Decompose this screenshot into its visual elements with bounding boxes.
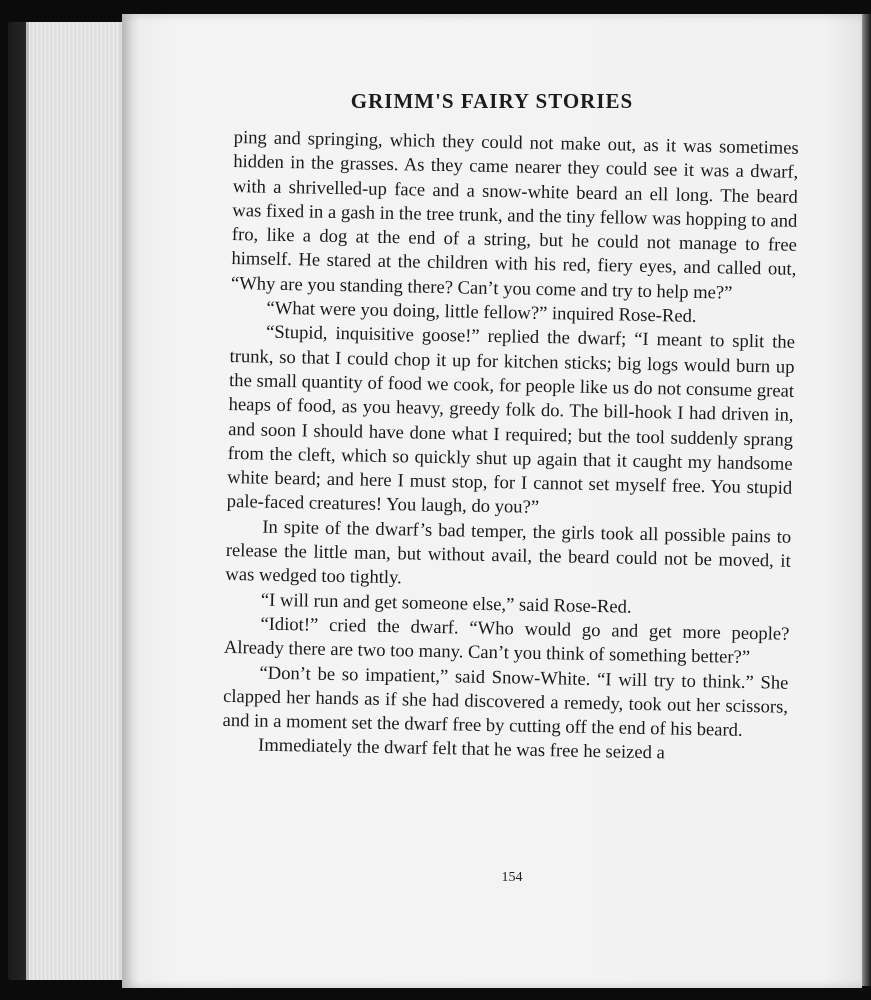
paragraph: “Idiot!” cried the dwarf. “Who would go and get more people? Already there are two too many. Can’t you think of something better?”: [223, 613, 790, 669]
page-number: 154: [501, 870, 523, 885]
paragraph: Immediately the dwarf felt that he was free he seized a: [257, 735, 666, 764]
page-edges: [26, 22, 129, 980]
paragraph: “Don’t be so impatient,” said Snow-White. “I will try to think.” She clapped her hands as if she had discovered a remedy, took out her scissors, and in a moment set the dwarf free by cutting off the end of his beard.: [222, 662, 789, 741]
body-text: [222, 126, 799, 768]
running-head: GRIMM'S FAIRY STORIES: [350, 89, 634, 113]
paragraph: “What were you doing, little fellow?” inquired Rose-Red.: [266, 297, 697, 327]
book-page: [122, 14, 862, 988]
paragraph: In spite of the dwarf’s bad temper, the girls took all possible pains to release the little man, but without avail, the beard could not be moved, it was wedged too tightly.: [225, 516, 792, 589]
paragraph: “I will run and get someone else,” said Rose-Red.: [260, 589, 632, 618]
paragraph: “Stupid, inquisitive goose!” replied the dwarf; “I meant to split the trunk, so that I could chop it up for kitchen sticks; big logs would burn up the small quantity of food we cook, for people like us do not consume great heaps of food, as you heavy, greedy folk do. The bill-hook I had driven in, and soon I should have done what I required; but the tool suddenly sprang from the cleft, which so quickly shut up again that it caught my handsome white beard; and here I must stop, for I cannot set myself free. You stupid pale-faced creatures! You laugh, do you?”: [226, 322, 796, 519]
paragraph: ping and springing, which they could not make out, as it was sometimes hidden in the grasses. As they came nearer they could see it was a dwarf, with a shrivelled-up face and a snow-white beard an ell long. The beard was fixed in a gash in the tree trunk, and the tiny fellow was hopping to and fro, like a dog at the end of a string, but he could not manage to free himself. He stared at the children with his red, fiery eyes, and called out, “Why are you standing there? Can’t you come and try to help me?”: [230, 126, 799, 304]
